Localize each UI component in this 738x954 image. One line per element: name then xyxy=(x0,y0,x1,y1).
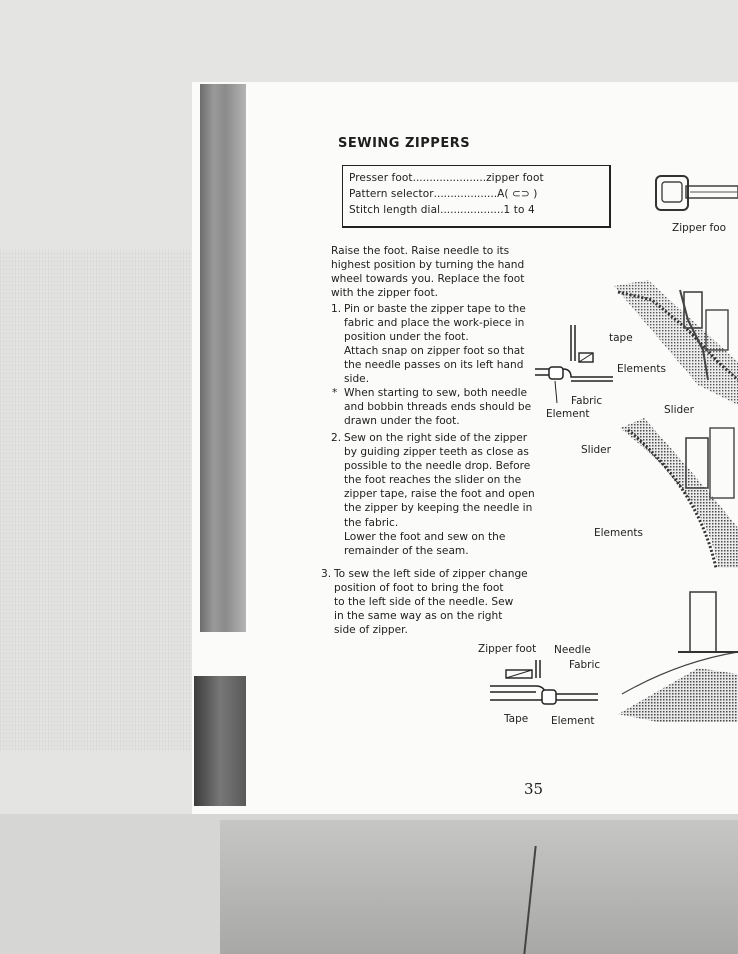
page-number: 35 xyxy=(524,780,544,798)
label-element: Element xyxy=(546,408,590,420)
step-note xyxy=(332,386,532,428)
step-line: by guiding zipper teeth as close as xyxy=(344,446,529,459)
intro-line: wheel towards you. Replace the foot xyxy=(331,273,525,286)
setting-stitch-length xyxy=(349,204,535,216)
step-line: side of zipper. xyxy=(334,624,408,637)
step-line: position under the foot. xyxy=(344,331,469,344)
label-elements-2: Elements xyxy=(594,527,643,539)
setting-value: zipper foot xyxy=(486,172,544,184)
zipper-photo-2 xyxy=(598,418,738,578)
step-line: zipper tape, raise the foot and open xyxy=(344,488,535,501)
step-line: the fabric. xyxy=(344,516,399,529)
label-elements: Elements xyxy=(617,363,666,375)
setting-value: A( ⊂⊃ ) xyxy=(497,188,538,200)
step-line: remainder of the seam. xyxy=(344,544,469,557)
settings-box xyxy=(342,165,611,228)
step-number: 1. xyxy=(331,303,342,315)
step-line: the zipper by keeping the needle in xyxy=(344,502,533,515)
label-zipper-foot-top: Zipper foo xyxy=(672,222,727,234)
step-line: position of foot to bring the foot xyxy=(334,582,504,595)
setting-value: 1 to 4 xyxy=(503,204,535,216)
label-fabric-2: Fabric xyxy=(569,659,601,671)
section-heading: SEWING ZIPPERS xyxy=(338,136,471,151)
step-line: possible to the needle drop. Before xyxy=(344,460,531,473)
step-line: Sew on the right side of the zipper xyxy=(344,432,528,444)
binding-shadow-lower xyxy=(194,676,246,806)
intro-line: highest position by turning the hand xyxy=(331,259,525,272)
step-line: Pin or baste the zipper tape to the xyxy=(344,303,526,315)
step-3 xyxy=(321,567,528,637)
intro-line: with the zipper foot. xyxy=(331,287,439,300)
zipper-photo-3 xyxy=(618,582,738,727)
step-line: drawn under the foot. xyxy=(344,415,460,428)
binding-shadow xyxy=(200,84,246,632)
setting-name: Stitch length dial xyxy=(349,204,441,216)
step-line: and bobbin threads ends should be xyxy=(344,401,532,414)
step-line: To sew the left side of zipper change xyxy=(334,568,528,580)
step-number: 3. xyxy=(321,568,332,580)
step-2 xyxy=(331,431,535,558)
next-page-edge xyxy=(220,820,738,954)
label-tape-2: Tape xyxy=(504,713,529,725)
step-line: When starting to sew, both needle xyxy=(344,387,528,399)
intro-line: Raise the foot. Raise needle to its xyxy=(331,245,510,257)
label-fabric: Fabric xyxy=(571,395,603,407)
scan-noise xyxy=(0,250,200,750)
step-number: 2. xyxy=(331,432,342,444)
label-slider: Slider xyxy=(664,404,694,416)
step-line: in the same way as on the right xyxy=(334,610,503,623)
setting-name: Pattern selector xyxy=(349,188,434,200)
step-line: the foot reaches the slider on the xyxy=(344,474,522,487)
step-line: to the left side of the needle. Sew xyxy=(334,596,514,609)
label-tape: tape xyxy=(609,332,633,344)
setting-dots: ................... xyxy=(433,188,498,200)
setting-pattern-selector xyxy=(349,188,537,200)
label-needle: Needle xyxy=(554,644,591,656)
step-line: side. xyxy=(344,373,370,386)
label-zipper-foot-2: Zipper foot xyxy=(478,643,537,655)
step-line: Attach snap on zipper foot so that xyxy=(344,345,525,358)
intro-paragraph xyxy=(331,244,524,300)
setting-name: Presser foot xyxy=(349,172,413,184)
setting-presser-foot xyxy=(349,172,544,184)
step-1 xyxy=(331,302,526,387)
label-slider-2: Slider xyxy=(581,444,611,456)
setting-dots: ................... xyxy=(440,204,504,216)
step-number: * xyxy=(332,387,338,399)
step-line: the needle passes on its left hand xyxy=(344,359,524,372)
step-line: Lower the foot and sew on the xyxy=(344,530,506,543)
step-line: fabric and place the work-piece in xyxy=(344,317,525,330)
label-element-2: Element xyxy=(551,715,595,727)
setting-dots: ...................... xyxy=(412,172,487,184)
